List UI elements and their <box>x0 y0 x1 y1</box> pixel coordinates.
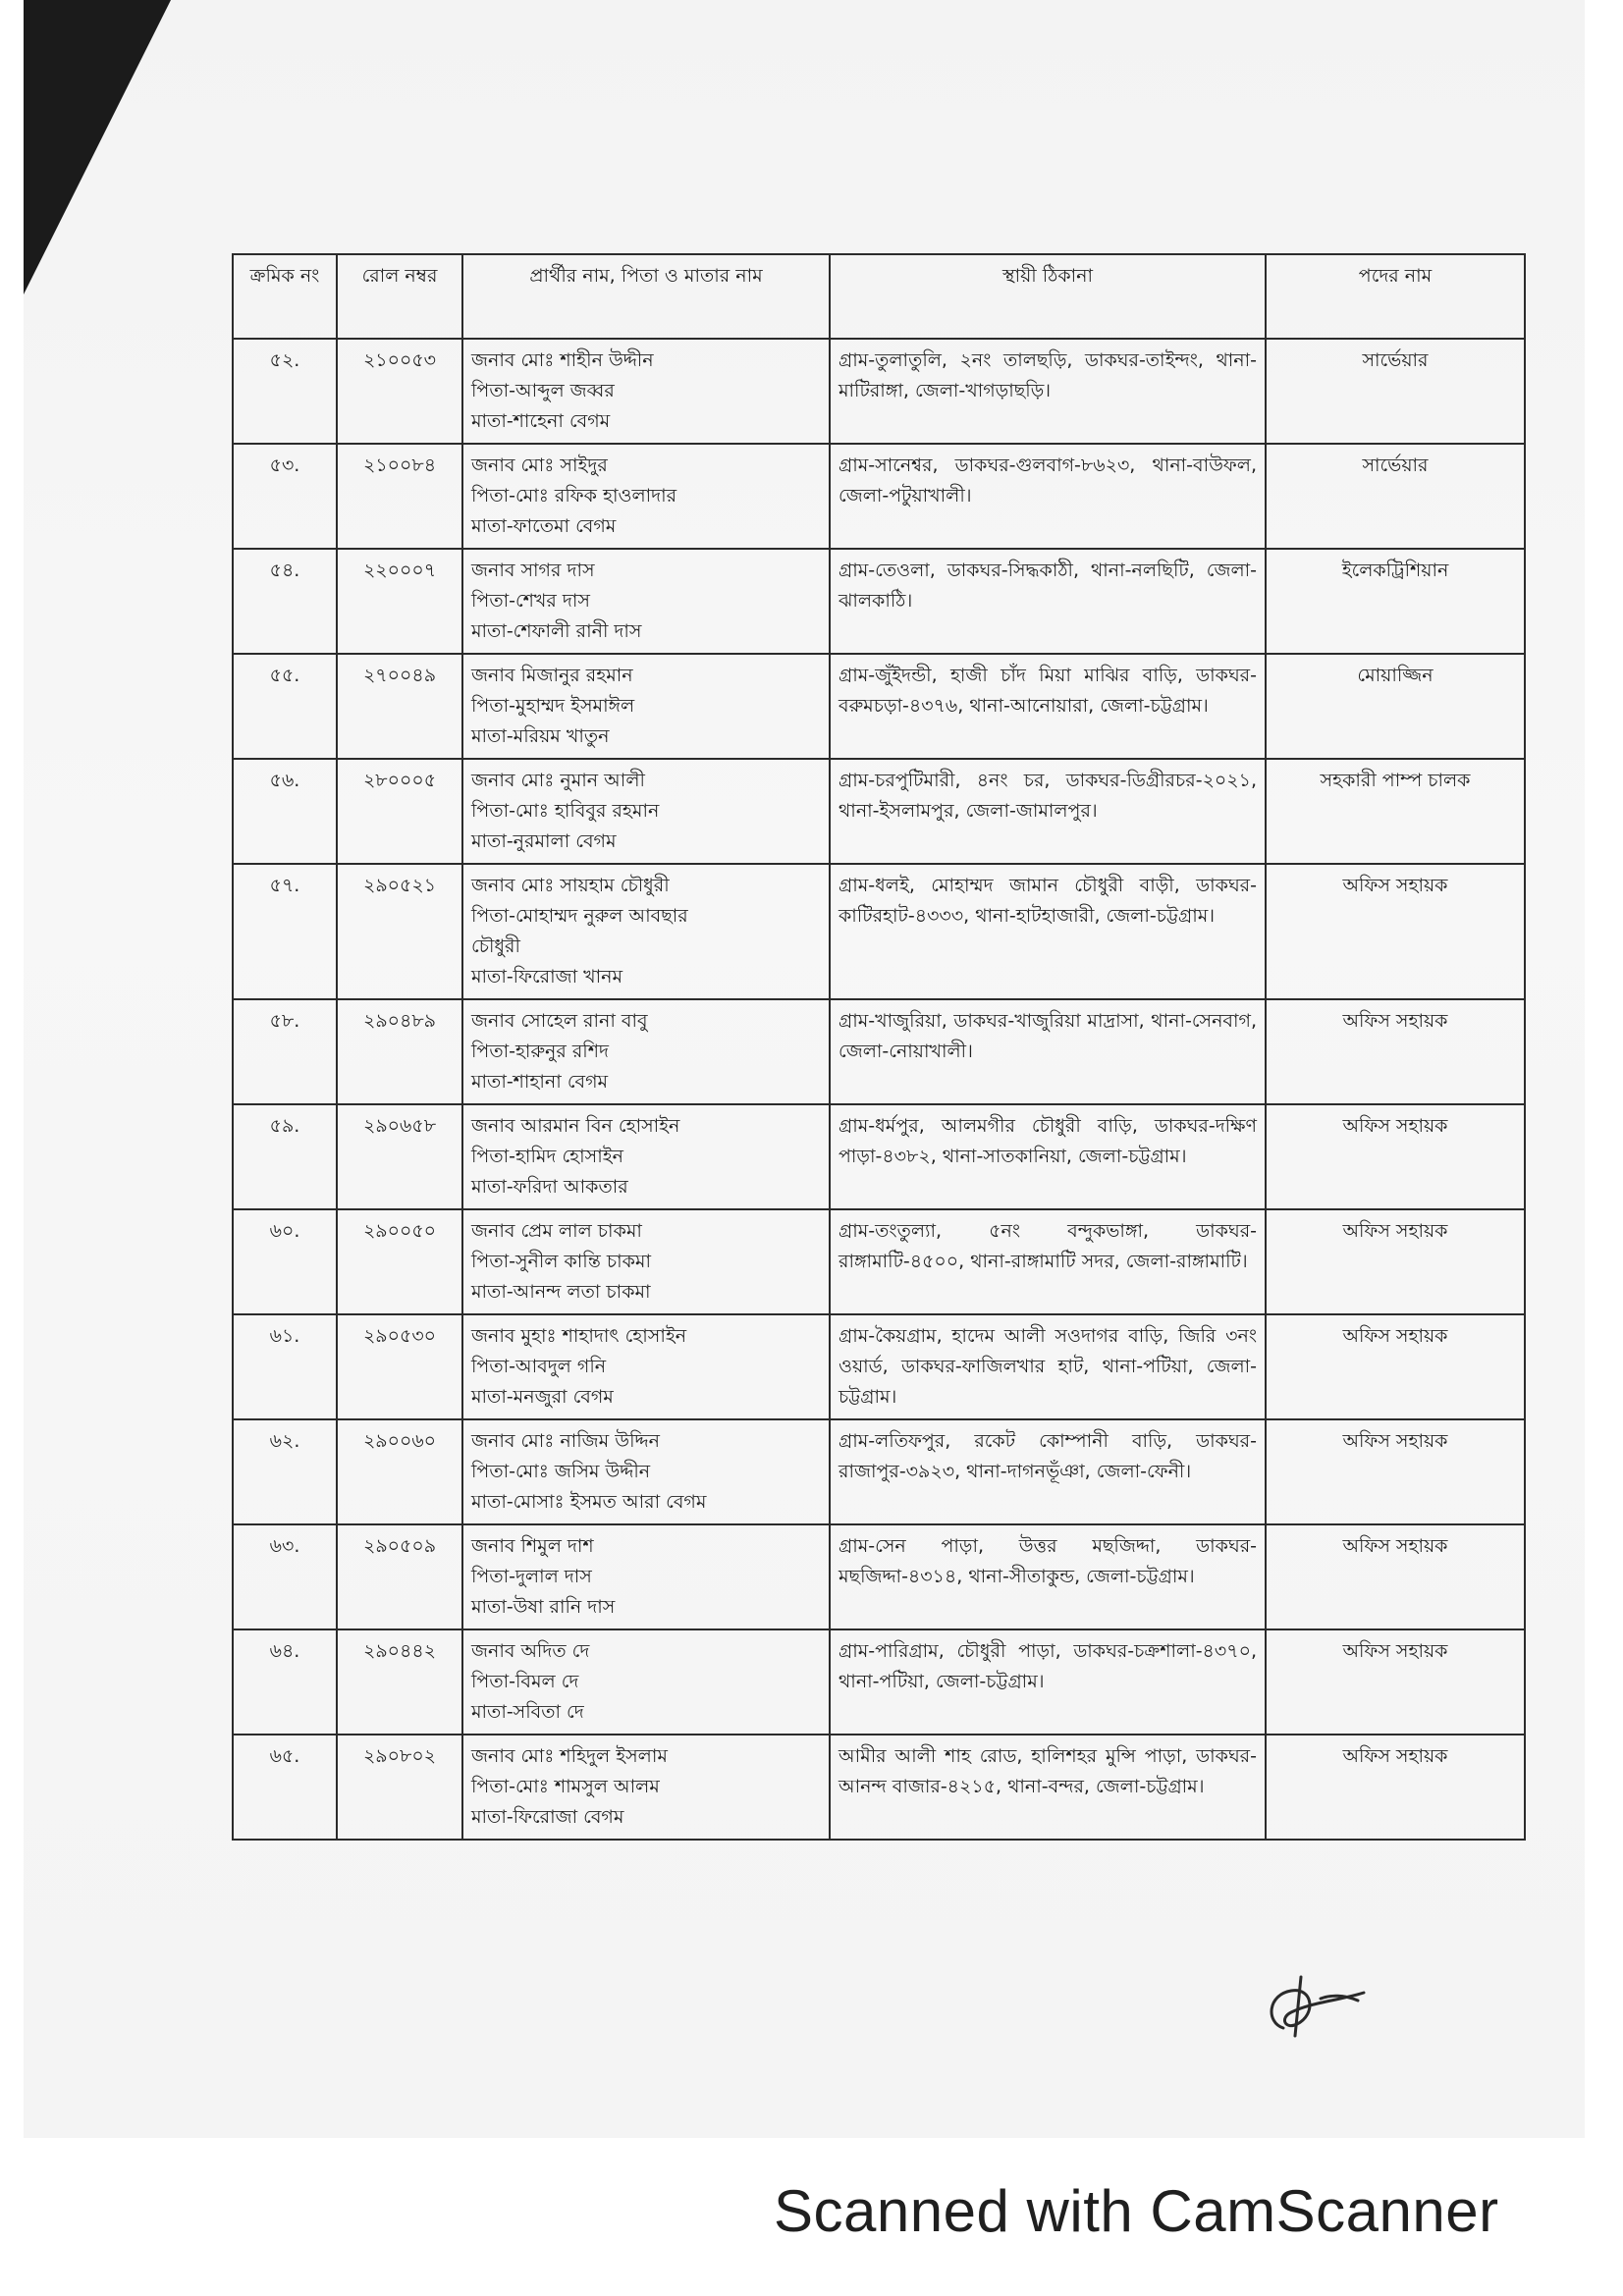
name-line: মাতা-ফিরোজা বেগম <box>471 1806 624 1828</box>
name-line: পিতা-মোহাম্মদ নুরুল আবছার <box>471 905 688 927</box>
candidate-names-cell <box>462 654 830 759</box>
serial-cell: ৬৫. <box>233 1735 337 1840</box>
candidate-names-cell <box>462 1209 830 1314</box>
address-cell: আমীর আলী শাহ রোড, হালিশহর মুন্সি পাড়া, ডাকঘর-আনন্দ বাজার-৪২১৫, থানা-বন্দর, জেলা-চট্টগ্রাম। <box>830 1735 1266 1840</box>
name-line: জনাব শিমুল দাশ <box>471 1535 594 1557</box>
address-cell: গ্রাম-ধলই, মোহাম্মদ জামান চৌধুরী বাড়ী, ডাকঘর-কাটিরহাট-৪৩৩৩, থানা-হাটহাজারী, জেলা-চট্টগ্রাম। <box>830 864 1266 999</box>
table-row <box>233 654 1525 759</box>
roll-number-cell: ২৯০৫০৯ <box>337 1524 462 1629</box>
table-row <box>233 999 1525 1104</box>
candidate-names-cell <box>462 999 830 1104</box>
candidate-names-cell <box>462 1735 830 1840</box>
post-name-cell: সার্ভেয়ার <box>1266 444 1525 549</box>
name-line: মাতা-ফরিদা আকতার <box>471 1176 628 1198</box>
candidate-names-cell <box>462 1314 830 1419</box>
address-cell: গ্রাম-তুলাতুলি, ২নং তালছড়ি, ডাকঘর-তাইন্দং, থানা-মাটিরাঙ্গা, জেলা-খাগড়াছড়ি। <box>830 339 1266 444</box>
roll-number-cell: ২৯০০৫০ <box>337 1209 462 1314</box>
roll-number-cell: ২৭০০৪৯ <box>337 654 462 759</box>
name-line: পিতা-দুলাল দাস <box>471 1566 592 1587</box>
post-name-cell: অফিস সহায়ক <box>1266 1314 1525 1419</box>
address-cell: গ্রাম-ধর্মপুর, আলমগীর চৌধুরী বাড়ি, ডাকঘর-দক্ষিণ পাড়া-৪৩৮২, থানা-সাতকানিয়া, জেলা-চট্টগ্রাম। <box>830 1104 1266 1209</box>
candidate-names-cell <box>462 1524 830 1629</box>
name-line: মাতা-মনজুরা বেগম <box>471 1386 614 1408</box>
serial-cell: ৫৭. <box>233 864 337 999</box>
table-row <box>233 1524 1525 1629</box>
post-name-cell: অফিস সহায়ক <box>1266 1524 1525 1629</box>
table-body <box>233 339 1525 1840</box>
candidate-names-cell <box>462 759 830 864</box>
serial-cell: ৫৮. <box>233 999 337 1104</box>
roll-number-cell: ২১০০৮৪ <box>337 444 462 549</box>
name-line: জনাব মোঃ নুমান আলী <box>471 770 645 791</box>
address-cell: গ্রাম-লতিফপুর, রকেট কোম্পানী বাড়ি, ডাকঘর-রাজাপুর-৩৯২৩, থানা-দাগনভূঁঞা, জেলা-ফেনী। <box>830 1419 1266 1524</box>
header-serial: ক্রমিক নং <box>233 254 337 339</box>
post-name-cell: অফিস সহায়ক <box>1266 1209 1525 1314</box>
name-line: পিতা-মোঃ জসিম উদ্দীন <box>471 1461 651 1482</box>
table-row <box>233 339 1525 444</box>
page-corner-shadow <box>24 0 171 294</box>
address-cell: গ্রাম-চরপুটিমারী, ৪নং চর, ডাকঘর-ডিগ্রীরচর-২০২১, থানা-ইসলামপুর, জেলা-জামালপুর। <box>830 759 1266 864</box>
serial-cell: ৫৬. <box>233 759 337 864</box>
name-line: জনাব সোহেল রানা বাবু <box>471 1010 648 1032</box>
post-name-cell: সহকারী পাম্প চালক <box>1266 759 1525 864</box>
table-row <box>233 549 1525 654</box>
serial-cell: ৫৩. <box>233 444 337 549</box>
name-line: জনাব প্রেম লাল চাকমা <box>471 1220 642 1242</box>
header-roll: রোল নম্বর <box>337 254 462 339</box>
roll-number-cell: ২৯০৫৩০ <box>337 1314 462 1419</box>
name-line: পিতা-শেখর দাস <box>471 590 590 612</box>
header-post: পদের নাম <box>1266 254 1525 339</box>
roll-number-cell: ২৯০৪৪২ <box>337 1629 462 1735</box>
name-line: মাতা-শাহেনা বেগম <box>471 410 611 432</box>
candidate-names-cell <box>462 1419 830 1524</box>
header-address: স্থায়ী ঠিকানা <box>830 254 1266 339</box>
name-line: জনাব অদিত দে <box>471 1640 590 1662</box>
name-line: জনাব মোঃ সাইদুর <box>471 454 608 476</box>
candidate-table <box>232 253 1526 1841</box>
table-row <box>233 1209 1525 1314</box>
header-names: প্রার্থীর নাম, পিতা ও মাতার নাম <box>462 254 830 339</box>
post-name-cell: অফিস সহায়ক <box>1266 1735 1525 1840</box>
roll-number-cell: ২৯০৫২১ <box>337 864 462 999</box>
address-cell: গ্রাম-সেন পাড়া, উত্তর মছজিদ্দা, ডাকঘর-মছজিদ্দা-৪৩১৪, থানা-সীতাকুন্ড, জেলা-চট্টগ্রাম। <box>830 1524 1266 1629</box>
signature-mark <box>1262 1971 1380 2040</box>
post-name-cell: মোয়াজ্জিন <box>1266 654 1525 759</box>
name-line: জনাব মিজানুর রহমান <box>471 665 633 686</box>
post-name-cell: ইলেকট্রিশিয়ান <box>1266 549 1525 654</box>
name-line: জনাব আরমান বিন হোসাইন <box>471 1115 680 1137</box>
address-cell: গ্রাম-কৈয়গ্রাম, হাদেম আলী সওদাগর বাড়ি, জিরি ৩নং ওয়ার্ড, ডাকঘর-ফাজিলখার হাট, থানা-পটিয়া, জেলা-চট্টগ্রাম। <box>830 1314 1266 1419</box>
name-line: পিতা-হামিদ হোসাইন <box>471 1146 623 1167</box>
name-line: মাতা-উষা রানি দাস <box>471 1596 616 1618</box>
candidate-names-cell <box>462 864 830 999</box>
table-row <box>233 444 1525 549</box>
serial-cell: ৬২. <box>233 1419 337 1524</box>
table-header-row <box>233 254 1525 339</box>
roll-number-cell: ২৮০০০৫ <box>337 759 462 864</box>
candidate-names-cell <box>462 1629 830 1735</box>
roll-number-cell: ২৯০৮০২ <box>337 1735 462 1840</box>
name-line: মাতা-ফিরোজা খানম <box>471 966 623 988</box>
name-line: পিতা-সুনীল কান্তি চাকমা <box>471 1251 651 1272</box>
name-line: মাতা-আনন্দ লতা চাকমা <box>471 1281 651 1303</box>
name-line: মাতা-শাহানা বেগম <box>471 1071 609 1093</box>
table-row <box>233 864 1525 999</box>
serial-cell: ৬১. <box>233 1314 337 1419</box>
serial-cell: ৬৩. <box>233 1524 337 1629</box>
serial-cell: ৫৯. <box>233 1104 337 1209</box>
address-cell: গ্রাম-তংতুল্যা, ৫নং বন্দুকভাঙ্গা, ডাকঘর-রাঙ্গামাটি-৪৫০০, থানা-রাঙ্গামাটি সদর, জেলা-রাঙ্গামাটি। <box>830 1209 1266 1314</box>
name-line: পিতা-মোঃ হাবিবুর রহমান <box>471 800 660 822</box>
post-name-cell: অফিস সহায়ক <box>1266 864 1525 999</box>
address-cell: গ্রাম-খাজুরিয়া, ডাকঘর-খাজুরিয়া মাদ্রাসা, থানা-সেনবাগ, জেলা-নোয়াখালী। <box>830 999 1266 1104</box>
name-line: জনাব মোঃ নাজিম উদ্দিন <box>471 1430 660 1452</box>
table-row <box>233 1314 1525 1419</box>
roll-number-cell: ২২০০০৭ <box>337 549 462 654</box>
name-line: জনাব মোঃ সায়হাম চৌধুরী <box>471 875 670 896</box>
name-line: মাতা-শেফালী রানী দাস <box>471 620 642 642</box>
name-line: পিতা-মোঃ রফিক হাওলাদার <box>471 485 677 507</box>
address-cell: গ্রাম-পারিগ্রাম, চৌধুরী পাড়া, ডাকঘর-চক্রশালা-৪৩৭০, থানা-পটিয়া, জেলা-চট্টগ্রাম। <box>830 1629 1266 1735</box>
name-line: মাতা-নুরমালা বেগম <box>471 830 617 852</box>
post-name-cell: অফিস সহায়ক <box>1266 1104 1525 1209</box>
name-line: মাতা-সবিতা দে <box>471 1701 584 1723</box>
name-line: মাতা-মরিয়ম খাতুন <box>471 725 610 747</box>
name-line: মাতা-মোসাঃ ইসমত আরা বেগম <box>471 1491 707 1513</box>
table-row <box>233 1629 1525 1735</box>
post-name-cell: সার্ভেয়ার <box>1266 339 1525 444</box>
roll-number-cell: ২৯০৬৫৮ <box>337 1104 462 1209</box>
name-line: মাতা-ফাতেমা বেগম <box>471 515 617 537</box>
candidate-names-cell <box>462 1104 830 1209</box>
name-line: পিতা-বিমল দে <box>471 1671 579 1692</box>
candidate-names-cell <box>462 444 830 549</box>
address-cell: গ্রাম-তেওলা, ডাকঘর-সিদ্ধকাঠী, থানা-নলছিটি, জেলা-ঝালকাঠি। <box>830 549 1266 654</box>
name-line: জনাব মুহাঃ শাহাদাৎ হোসাইন <box>471 1325 687 1347</box>
serial-cell: ৫২. <box>233 339 337 444</box>
name-line: পিতা-আব্দুল জব্বর <box>471 380 615 401</box>
name-line: পিতা-আবদুল গনি <box>471 1356 607 1377</box>
roll-number-cell: ২১০০৫৩ <box>337 339 462 444</box>
address-cell: গ্রাম-জুঁইদন্ডী, হাজী চাঁদ মিয়া মাঝির বাড়ি, ডাকঘর-বরুমচড়া-৪৩৭৬, থানা-আনোয়ারা, জেলা-চট্টগ্রাম। <box>830 654 1266 759</box>
camscanner-footer: Scanned with CamScanner <box>774 2178 1499 2244</box>
serial-cell: ৬৪. <box>233 1629 337 1735</box>
post-name-cell: অফিস সহায়ক <box>1266 1419 1525 1524</box>
serial-cell: ৬০. <box>233 1209 337 1314</box>
serial-cell: ৫৪. <box>233 549 337 654</box>
address-cell: গ্রাম-সানেশ্বর, ডাকঘর-গুলবাগ-৮৬২৩, থানা-বাউফল, জেলা-পটুয়াখালী। <box>830 444 1266 549</box>
name-line: পিতা-মোঃ শামসুল আলম <box>471 1776 660 1797</box>
name-line: জনাব মোঃ শহিদুল ইসলাম <box>471 1745 668 1767</box>
name-line: জনাব সাগর দাস <box>471 560 595 581</box>
candidate-names-cell <box>462 549 830 654</box>
table-row <box>233 1735 1525 1840</box>
table-row <box>233 1104 1525 1209</box>
post-name-cell: অফিস সহায়ক <box>1266 1629 1525 1735</box>
name-line: চৌধুরী <box>471 935 520 957</box>
serial-cell: ৫৫. <box>233 654 337 759</box>
table-row <box>233 759 1525 864</box>
candidate-names-cell <box>462 339 830 444</box>
table-row <box>233 1419 1525 1524</box>
name-line: জনাব মোঃ শাহীন উদ্দীন <box>471 349 654 371</box>
roll-number-cell: ২৯০৪৮৯ <box>337 999 462 1104</box>
name-line: পিতা-হারুনুর রশিদ <box>471 1041 609 1062</box>
post-name-cell: অফিস সহায়ক <box>1266 999 1525 1104</box>
name-line: পিতা-মুহাম্মদ ইসমাঈল <box>471 695 635 717</box>
roll-number-cell: ২৯০০৬০ <box>337 1419 462 1524</box>
